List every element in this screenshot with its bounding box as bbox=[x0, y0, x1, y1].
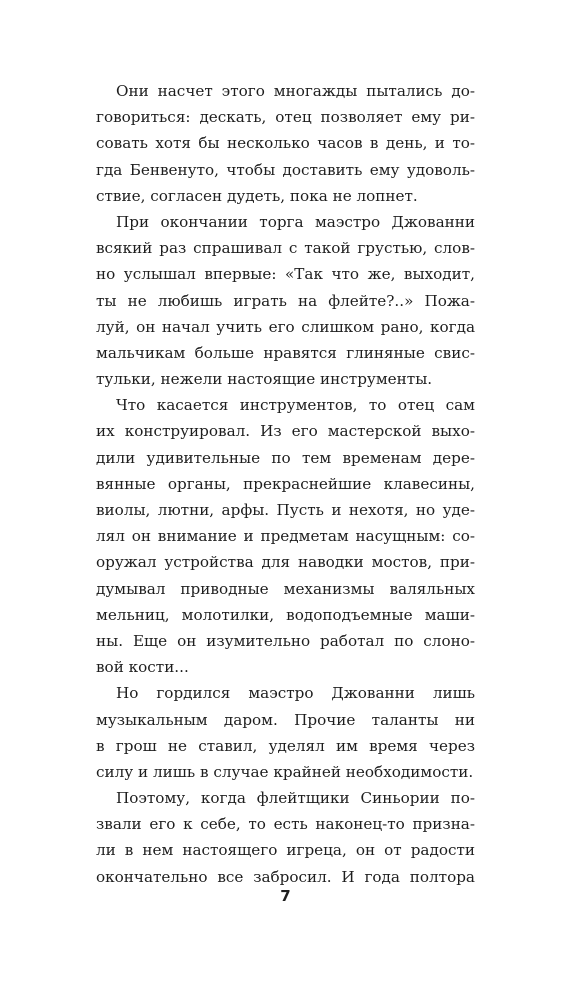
text-line: вянные органы, прекраснейшие клавесины, bbox=[96, 474, 475, 493]
paragraph-4 bbox=[96, 680, 475, 785]
text-line: в грош не ставил, уделял им время через bbox=[96, 736, 475, 755]
text-line: лял он внимание и предметам насущным: со- bbox=[96, 527, 475, 546]
text-line: думывал приводные механизмы валяльных bbox=[96, 579, 475, 598]
text-line: гда Бенвенуто, чтобы доставить ему удоволь- bbox=[96, 160, 475, 179]
paragraph-2 bbox=[96, 209, 475, 392]
paragraph-5 bbox=[96, 785, 475, 890]
text-line: совать хотя бы несколько часов в день, и то- bbox=[96, 134, 475, 153]
text-line: тульки, нежели настоящие инструменты. bbox=[96, 370, 433, 389]
text-line: Поэтому, когда флейтщики Синьории по- bbox=[116, 789, 475, 808]
text-line: всякий раз спрашивал с такой грустью, слов- bbox=[96, 239, 475, 258]
text-line: оружал устройства для наводки мостов, при- bbox=[96, 553, 475, 572]
text-line: ли в нем настоящего игреца, он от радости bbox=[96, 841, 475, 860]
text-line: ны. Еще он изумительно работал по слоно- bbox=[96, 631, 475, 650]
text-line: виолы, лютни, арфы. Пусть и нехотя, но уде- bbox=[96, 501, 475, 519]
text-line: силу и лишь в случае крайней необходимости. bbox=[96, 762, 474, 781]
text-line: дили удивительные по тем временам дере- bbox=[96, 448, 475, 467]
text-line: говориться: дескать, отец позволяет ему ри- bbox=[96, 108, 475, 127]
paragraph-1 bbox=[96, 78, 475, 209]
text-line: Что касается инструментов, то отец сам bbox=[116, 396, 475, 415]
text-line: Но гордился маэстро Джованни лишь bbox=[116, 684, 475, 703]
text-line: музыкальным даром. Прочие таланты ни bbox=[96, 710, 475, 729]
page-number: 7 bbox=[280, 887, 291, 905]
text-line: вой кости... bbox=[96, 658, 189, 677]
text-line: окончательно все забросил. И года полтора bbox=[96, 867, 475, 886]
text-line: ствие, согласен дудеть, пока не лопнет. bbox=[96, 186, 418, 205]
paragraph-3 bbox=[96, 392, 475, 680]
text-line: ты не любишь играть на флейте?..» Пожа- bbox=[96, 291, 475, 310]
text-line: мальчикам больше нравятся глиняные свис- bbox=[96, 343, 475, 362]
text-line: луй, он начал учить его слишком рано, когда bbox=[96, 317, 475, 336]
text-line: Они насчет этого многажды пытались до- bbox=[116, 82, 475, 100]
text-line: При окончании торга маэстро Джованни bbox=[116, 212, 475, 231]
text-line: но услышал впервые: «Так что же, выходит, bbox=[96, 265, 475, 284]
text-line: мельниц, молотилки, водоподъемные маши- bbox=[96, 605, 475, 624]
text-line: звали его к себе, то есть наконец-то призна- bbox=[96, 815, 475, 834]
body-text bbox=[96, 78, 475, 890]
text-line: их конструировал. Из его мастерской выхо- bbox=[96, 422, 475, 441]
